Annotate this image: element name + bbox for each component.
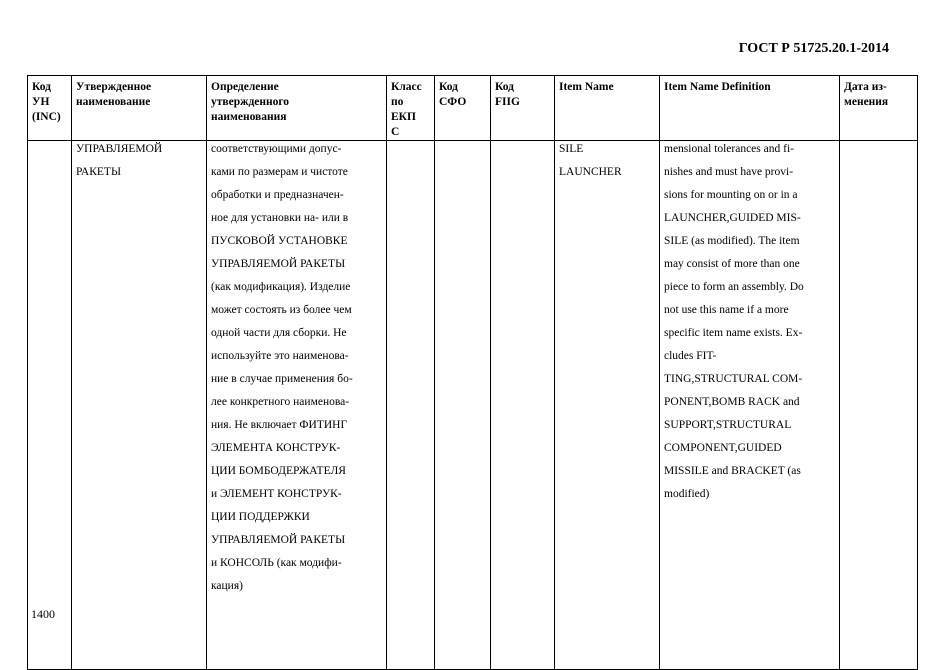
column-header: Код УН (INC) bbox=[28, 76, 72, 141]
approved-name-cell bbox=[72, 141, 207, 670]
column-header: Утвержденное наименование bbox=[72, 76, 207, 141]
cell-line: лее конкретного наименова- bbox=[211, 396, 350, 408]
cell-line: modified) bbox=[664, 488, 710, 500]
cell-line: piece to form an assembly. Do bbox=[664, 281, 804, 293]
cell-line: ЭЛЕМЕНТА КОНСТРУК- bbox=[211, 442, 341, 454]
cell-line: ками по размерам и чистоте bbox=[211, 166, 348, 178]
cell-line: УПРАВЛЯЕМОЙ РАКЕТЫ bbox=[211, 534, 346, 546]
table-row bbox=[28, 141, 918, 670]
cell-line: SUPPORT,STRUCTURAL bbox=[664, 419, 792, 431]
cell-line: (как модификация). Изделие bbox=[211, 281, 351, 293]
cell-line: PONENT,BOMB RACK and bbox=[664, 396, 800, 408]
header-row bbox=[28, 76, 918, 141]
page-number: 1400 bbox=[31, 607, 55, 621]
cell-line: УПРАВЛЯЕМОЙ РАКЕТЫ bbox=[211, 258, 346, 270]
column-header: Класс по ЕКП С bbox=[387, 76, 435, 141]
cell-line: LAUNCHER bbox=[559, 166, 622, 178]
cell-line: ЦИИ ПОДДЕРЖКИ bbox=[211, 511, 310, 523]
column-header: Код FIIG bbox=[491, 76, 555, 141]
column-header: Определение утвержденного наименования bbox=[207, 76, 387, 141]
cell-line: nishes and must have provi- bbox=[664, 166, 794, 178]
cell-line: SILE (as modified). The item bbox=[664, 235, 800, 247]
catalog-table bbox=[27, 75, 918, 670]
cell-line: используйте это наименова- bbox=[211, 350, 349, 362]
cell-line: specific item name exists. Ex- bbox=[664, 327, 803, 339]
column-header: Item Name bbox=[555, 76, 660, 141]
cell-line: ние в случае применения бо- bbox=[211, 373, 353, 385]
fiig-code-cell bbox=[491, 141, 555, 670]
column-header: Код СФО bbox=[435, 76, 491, 141]
cell-line: кация) bbox=[211, 580, 243, 592]
cell-line: may consist of more than one bbox=[664, 258, 800, 270]
cell-line: ное для установки на- или в bbox=[211, 212, 349, 224]
cell-line: TING,STRUCTURAL COM- bbox=[664, 373, 803, 385]
cell-line: cludes FIT- bbox=[664, 350, 717, 362]
column-header: Item Name Definition bbox=[660, 76, 840, 141]
cell-line: может состоять из более чем bbox=[211, 304, 352, 316]
item-name-definition-cell bbox=[660, 141, 840, 670]
cell-line: соответствующими допус- bbox=[211, 143, 342, 155]
document-id: ГОСТ Р 51725.20.1-2014 bbox=[738, 41, 889, 56]
cell-line: и КОНСОЛЬ (как модифи- bbox=[211, 557, 342, 569]
cell-line: и ЭЛЕМЕНТ КОНСТРУК- bbox=[211, 488, 342, 500]
change-date-cell bbox=[840, 141, 918, 670]
cell-line: обработки и предназначен- bbox=[211, 189, 344, 201]
cell-line: mensional tolerances and fi- bbox=[664, 143, 794, 155]
cell-line: sions for mounting on or in a bbox=[664, 189, 798, 201]
item-name-cell bbox=[555, 141, 660, 670]
cell-line: LAUNCHER,GUIDED MIS- bbox=[664, 212, 801, 224]
cell-line: ЦИИ БОМБОДЕРЖАТЕЛЯ bbox=[211, 465, 346, 477]
cell-line: УПРАВЛЯЕМОЙ bbox=[76, 143, 163, 155]
cell-line: ПУСКОВОЙ УСТАНОВКЕ bbox=[211, 235, 348, 247]
ekps-class-cell bbox=[387, 141, 435, 670]
inc-cell bbox=[28, 141, 72, 670]
cell-line: not use this name if a more bbox=[664, 304, 789, 316]
cell-line: MISSILE and BRACKET (as bbox=[664, 465, 801, 477]
definition-cell bbox=[207, 141, 387, 670]
cell-line: SILE bbox=[559, 143, 584, 155]
cell-line: COMPONENT,GUIDED bbox=[664, 442, 782, 454]
cell-line: ния. Не включает ФИТИНГ bbox=[211, 419, 348, 431]
cell-line: РАКЕТЫ bbox=[76, 166, 121, 178]
sfo-code-cell bbox=[435, 141, 491, 670]
column-header: Дата из- менения bbox=[840, 76, 918, 141]
cell-line: одной части для сборки. Не bbox=[211, 327, 347, 339]
